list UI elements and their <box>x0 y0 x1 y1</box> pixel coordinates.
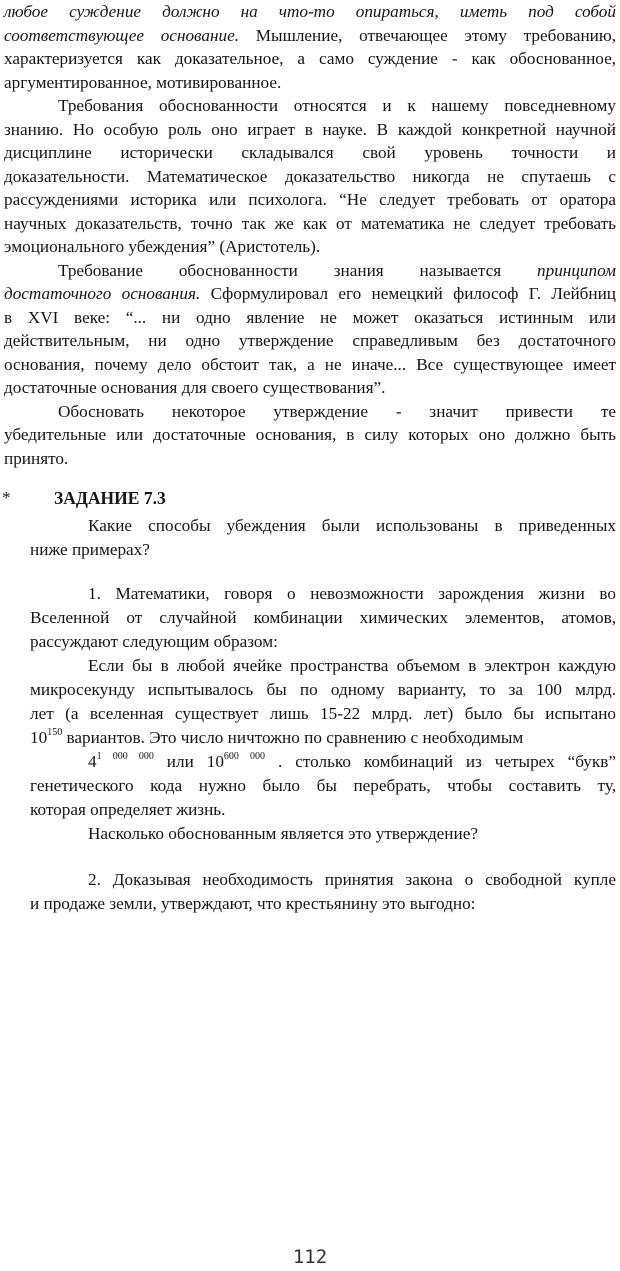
paragraph-2-line: знанию. Но особую роль оно играет в науке. В каждой конкретной научной <box>4 119 616 139</box>
task-star-marker: * <box>2 488 11 507</box>
paragraph-4-line: принято. <box>4 448 69 468</box>
paragraph-3-line: действительным, ни одно утверждение справедливым без достаточного <box>4 331 616 350</box>
example-1-line: 1. Математики, говоря о невозможности зарождения жизни во <box>88 584 616 603</box>
paragraph-3-line-1: Требование обоснованности знания называется принципом <box>58 260 617 280</box>
paragraph-3-line: основания, почему дело обстоит так, а не иначе... Все существующее имеет <box>4 354 616 374</box>
paragraph-3-line: достаточные основания для своего существования”. <box>4 378 386 397</box>
example-1-line: которая определяет жизнь. <box>30 800 226 819</box>
example-1-math-line-2: $4^{1 000 000}$ или $10^{600 000}$ . столько комбинаций из четырех “букв” <box>88 751 616 771</box>
example-1-math-line: $10^{150}$ вариантов. Это число ничтожно по сравнению с необходимым <box>30 727 524 747</box>
example-1-line: генетического кода нужно было бы перебрать, чтобы составить ту, <box>30 776 616 795</box>
paragraph-2-line: Требования обоснованности относятся и к нашему повседневному <box>58 96 616 115</box>
paragraph-3-line: в XVI веке: “... ни одно явление не может оказаться истинным или <box>4 307 616 327</box>
page-number: 112 <box>292 1246 328 1268</box>
paragraph-2-line: дисциплине исторически складывался свой уровень точности и <box>4 143 616 162</box>
example-1-line: Вселенной от случайной комбинации химических элементов, атомов, <box>30 608 616 627</box>
paragraph-1-line-1: любое суждение должно на что-то опираться, иметь под собой <box>4 2 616 21</box>
task-question-line: Какие способы убеждения были использованы в приведенных <box>88 516 616 535</box>
paragraph-1-line-3: характеризуется как доказательное, а само суждение - как обоснованное, <box>4 49 616 68</box>
example-1-line: Если бы в любой ячейке пространства объемом в электрон каждую <box>88 656 616 675</box>
paragraph-2-line: эмоционального убеждения” (Аристотель). <box>4 237 321 256</box>
example-2-line: 2. Доказывая необходимость принятия закона о свободной купле <box>88 870 616 889</box>
paragraph-1-line-4: аргументированное, мотивированное. <box>4 72 282 92</box>
paragraph-4-line: убедительные или достаточные основания, в силу которых оно должно быть <box>4 425 616 444</box>
task-heading: ЗАДАНИЕ 7.3 <box>54 488 166 508</box>
example-1-line: лет (а вселенная существует лишь 15-22 млрд. лет) было бы испытано <box>30 704 616 723</box>
paragraph-3-line-2: достаточного основания. Сформулировал его немецкий философ Г. Лейбниц <box>4 284 616 303</box>
paragraph-4-line: Обосновать некоторое утверждение - значит привести те <box>58 401 616 421</box>
paragraph-1-line-2: соответствующее основание. Мышление, отвечающее этому требованию, <box>4 25 616 45</box>
paragraph-2-line: научных доказательств, точно так же как от математика не следует требовать <box>4 213 616 233</box>
paragraph-2-line: рассуждениями историка или психолога. “Не следует требовать от оратора <box>4 190 616 209</box>
example-1-line: микросекунду испытывалось бы по одному варианту, то за 100 млрд. <box>30 680 616 699</box>
example-1-question: Насколько обоснованным является это утверждение? <box>88 824 478 843</box>
example-2-line: и продаже земли, утверждают, что крестьянину это выгодно: <box>30 894 476 913</box>
example-1-line: рассуждают следующим образом: <box>30 632 278 651</box>
paragraph-2-line: доказательности. Математическое доказательство никогда не спутаешь с <box>4 166 616 186</box>
task-question-line: ниже примерах? <box>30 540 150 559</box>
